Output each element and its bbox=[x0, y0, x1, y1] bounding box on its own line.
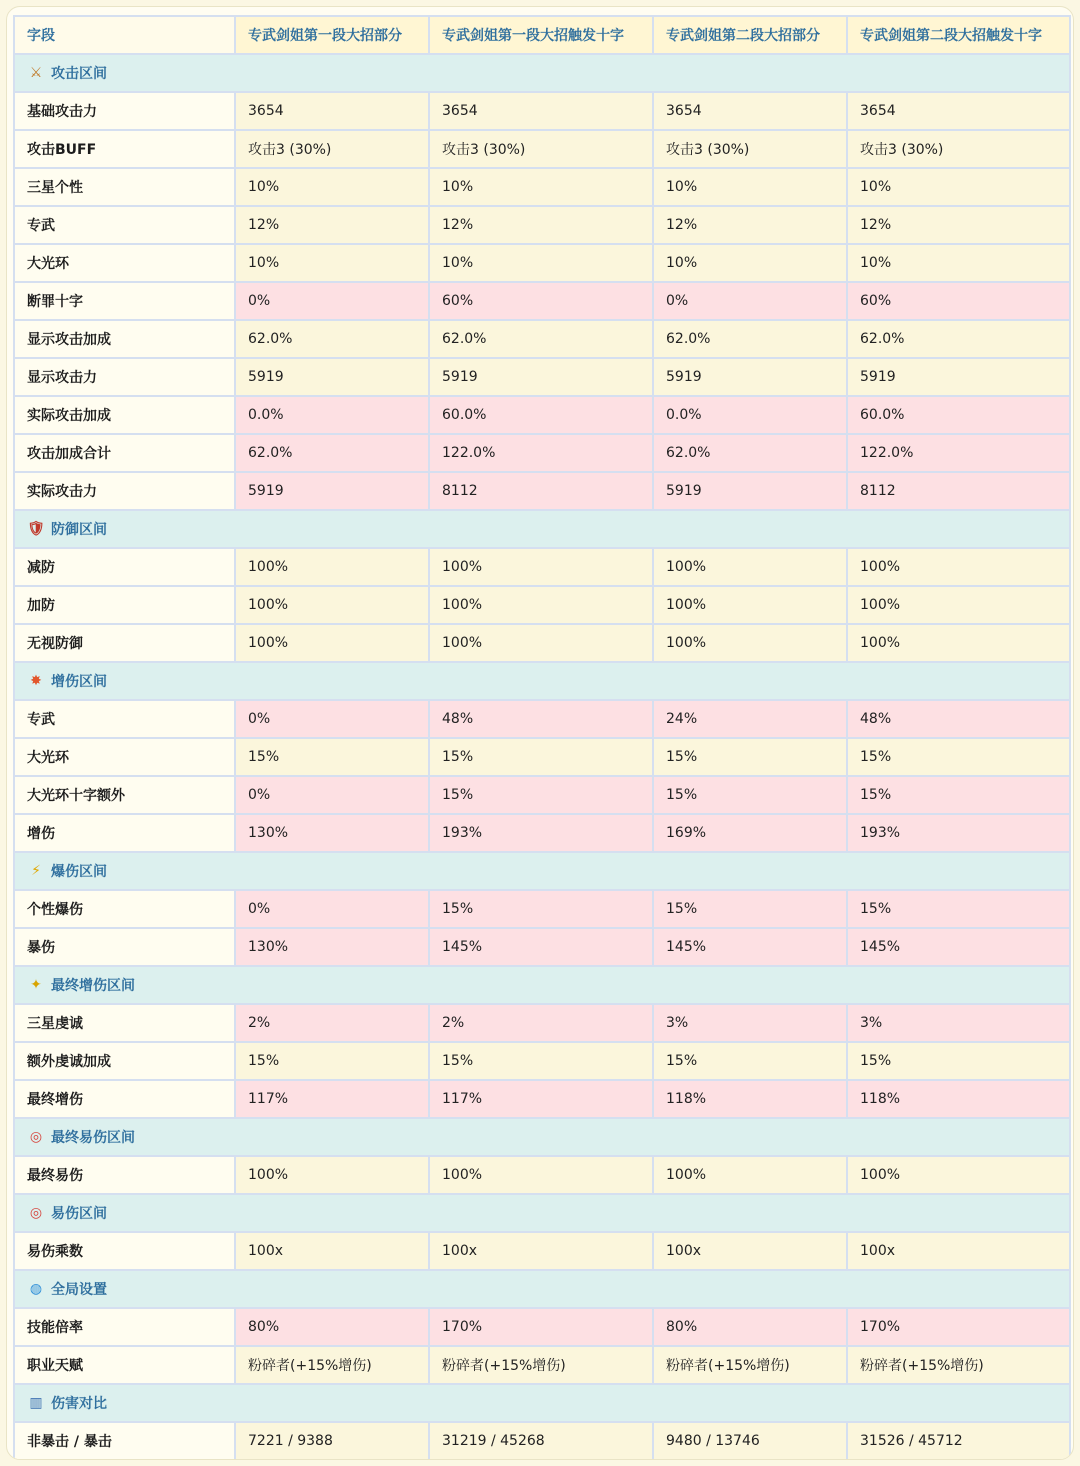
value-cell-1: 62.0% bbox=[235, 320, 429, 358]
value-cell-2: 2% bbox=[429, 1004, 653, 1042]
row-label: 显示攻击加成 bbox=[14, 320, 235, 358]
section-row bbox=[14, 852, 1070, 890]
value-cell-3: 169% bbox=[653, 814, 847, 852]
row-label: 最终易伤 bbox=[14, 1156, 235, 1194]
table-row bbox=[14, 320, 1070, 358]
value-cell-1: 2% bbox=[235, 1004, 429, 1042]
value-cell-2: 170% bbox=[429, 1308, 653, 1346]
table-row bbox=[14, 928, 1070, 966]
section-header bbox=[14, 966, 1070, 1004]
value-cell-3: 15% bbox=[653, 776, 847, 814]
row-label: 个性爆伤 bbox=[14, 890, 235, 928]
row-label: 额外虔诚加成 bbox=[14, 1042, 235, 1080]
value-cell-2: 10% bbox=[429, 168, 653, 206]
value-cell-4: 100% bbox=[847, 1156, 1070, 1194]
page-frame bbox=[6, 6, 1074, 1460]
value-cell-1: 10% bbox=[235, 168, 429, 206]
lightning-icon: ⚡ bbox=[31, 863, 41, 879]
value-cell-2: 60.0% bbox=[429, 396, 653, 434]
value-cell-3: 10% bbox=[653, 244, 847, 282]
table-row bbox=[14, 92, 1070, 130]
row-label: 三星虔诚 bbox=[14, 1004, 235, 1042]
value-cell-1: 62.0% bbox=[235, 434, 429, 472]
value-cell-3: 118% bbox=[653, 1080, 847, 1118]
section-header bbox=[14, 662, 1070, 700]
section-header bbox=[14, 1118, 1070, 1156]
value-cell-4: 170% bbox=[847, 1308, 1070, 1346]
value-cell-4: 118% bbox=[847, 1080, 1070, 1118]
value-cell-3: 0.0% bbox=[653, 396, 847, 434]
value-cell-2: 15% bbox=[429, 1042, 653, 1080]
value-cell-4: 48% bbox=[847, 700, 1070, 738]
value-cell-1: 130% bbox=[235, 814, 429, 852]
section-row bbox=[14, 1118, 1070, 1156]
header-col-4: 专武剑姐第二段大招触发十字 bbox=[847, 16, 1070, 54]
table-row bbox=[14, 1422, 1070, 1460]
row-label: 无视防御 bbox=[14, 624, 235, 662]
value-cell-3: 3654 bbox=[653, 92, 847, 130]
damage-comparison-table bbox=[13, 15, 1071, 1460]
value-cell-1: 130% bbox=[235, 928, 429, 966]
value-cell-1: 117% bbox=[235, 1080, 429, 1118]
globe-icon: ◍ bbox=[29, 1281, 43, 1297]
value-cell-4: 62.0% bbox=[847, 320, 1070, 358]
value-cell-2: 60% bbox=[429, 282, 653, 320]
value-cell-2: 145% bbox=[429, 928, 653, 966]
row-label: 职业天赋 bbox=[14, 1346, 235, 1384]
value-cell-4: 60% bbox=[847, 282, 1070, 320]
table-row bbox=[14, 1042, 1070, 1080]
value-cell-3: 100% bbox=[653, 586, 847, 624]
section-row bbox=[14, 1270, 1070, 1308]
row-label: 攻击加成合计 bbox=[14, 434, 235, 472]
section-row bbox=[14, 510, 1070, 548]
value-cell-1: 0% bbox=[235, 776, 429, 814]
value-cell-3: 10% bbox=[653, 168, 847, 206]
value-cell-3: 9480 / 13746 bbox=[653, 1422, 847, 1460]
section-row bbox=[14, 1194, 1070, 1232]
value-cell-2: 15% bbox=[429, 776, 653, 814]
crossed-swords-icon: ⚔ bbox=[29, 65, 43, 81]
value-cell-1: 3654 bbox=[235, 92, 429, 130]
row-label: 易伤乘数 bbox=[14, 1232, 235, 1270]
section-header bbox=[14, 54, 1070, 92]
value-cell-3: 15% bbox=[653, 738, 847, 776]
value-cell-4: 60.0% bbox=[847, 396, 1070, 434]
row-label: 基础攻击力 bbox=[14, 92, 235, 130]
value-cell-3: 100x bbox=[653, 1232, 847, 1270]
target-icon: ◎ bbox=[29, 1129, 43, 1145]
section-header bbox=[14, 510, 1070, 548]
value-cell-1: 12% bbox=[235, 206, 429, 244]
table-row bbox=[14, 548, 1070, 586]
row-label: 大光环 bbox=[14, 244, 235, 282]
value-cell-2: 48% bbox=[429, 700, 653, 738]
table-row bbox=[14, 624, 1070, 662]
table-row bbox=[14, 1346, 1070, 1384]
row-label: 减防 bbox=[14, 548, 235, 586]
value-cell-1: 5919 bbox=[235, 472, 429, 510]
value-cell-3: 100% bbox=[653, 548, 847, 586]
value-cell-4: 193% bbox=[847, 814, 1070, 852]
sparkles-icon: ✦ bbox=[30, 977, 42, 993]
section-row bbox=[14, 54, 1070, 92]
row-label: 三星个性 bbox=[14, 168, 235, 206]
row-label: 增伤 bbox=[14, 814, 235, 852]
table-row bbox=[14, 472, 1070, 510]
value-cell-1: 100% bbox=[235, 586, 429, 624]
row-label: 攻击BUFF bbox=[14, 130, 235, 168]
value-cell-2: 3654 bbox=[429, 92, 653, 130]
value-cell-3: 62.0% bbox=[653, 434, 847, 472]
value-cell-3: 攻击3 (30%) bbox=[653, 130, 847, 168]
value-cell-4: 10% bbox=[847, 244, 1070, 282]
value-cell-4: 15% bbox=[847, 890, 1070, 928]
section-title: 伤害对比 bbox=[51, 1396, 107, 1412]
value-cell-4: 100% bbox=[847, 624, 1070, 662]
row-label: 加防 bbox=[14, 586, 235, 624]
table-row bbox=[14, 700, 1070, 738]
table-row bbox=[14, 434, 1070, 472]
value-cell-2: 100% bbox=[429, 548, 653, 586]
table-row bbox=[14, 206, 1070, 244]
table-row bbox=[14, 1156, 1070, 1194]
value-cell-3: 24% bbox=[653, 700, 847, 738]
value-cell-1: 0% bbox=[235, 282, 429, 320]
value-cell-2: 10% bbox=[429, 244, 653, 282]
shield-icon: 🛡 bbox=[27, 521, 45, 537]
section-title: 易伤区间 bbox=[51, 1206, 107, 1222]
section-title: 增伤区间 bbox=[51, 674, 107, 690]
value-cell-1: 80% bbox=[235, 1308, 429, 1346]
table-row bbox=[14, 1080, 1070, 1118]
table-row bbox=[14, 1232, 1070, 1270]
section-row bbox=[14, 966, 1070, 1004]
value-cell-4: 100% bbox=[847, 548, 1070, 586]
header-row bbox=[14, 16, 1070, 54]
table-row bbox=[14, 396, 1070, 434]
section-row bbox=[14, 1384, 1070, 1422]
header-col-3: 专武剑姐第二段大招部分 bbox=[653, 16, 847, 54]
value-cell-3: 粉碎者(+15%增伤) bbox=[653, 1346, 847, 1384]
value-cell-2: 12% bbox=[429, 206, 653, 244]
value-cell-1: 100x bbox=[235, 1232, 429, 1270]
header-col-1: 专武剑姐第一段大招部分 bbox=[235, 16, 429, 54]
value-cell-2: 攻击3 (30%) bbox=[429, 130, 653, 168]
table-row bbox=[14, 890, 1070, 928]
table-row bbox=[14, 776, 1070, 814]
value-cell-4: 145% bbox=[847, 928, 1070, 966]
row-label: 显示攻击力 bbox=[14, 358, 235, 396]
value-cell-3: 5919 bbox=[653, 472, 847, 510]
row-label: 暴伤 bbox=[14, 928, 235, 966]
section-header bbox=[14, 1270, 1070, 1308]
table-row bbox=[14, 738, 1070, 776]
header-col-2: 专武剑姐第一段大招触发十字 bbox=[429, 16, 653, 54]
value-cell-3: 15% bbox=[653, 1042, 847, 1080]
row-label: 实际攻击力 bbox=[14, 472, 235, 510]
value-cell-4: 15% bbox=[847, 776, 1070, 814]
section-row bbox=[14, 662, 1070, 700]
section-title: 攻击区间 bbox=[51, 66, 107, 82]
value-cell-2: 62.0% bbox=[429, 320, 653, 358]
table-row bbox=[14, 168, 1070, 206]
value-cell-1: 100% bbox=[235, 1156, 429, 1194]
value-cell-2: 100% bbox=[429, 624, 653, 662]
table-row bbox=[14, 586, 1070, 624]
row-label: 大光环十字额外 bbox=[14, 776, 235, 814]
value-cell-3: 145% bbox=[653, 928, 847, 966]
value-cell-1: 100% bbox=[235, 548, 429, 586]
value-cell-4: 8112 bbox=[847, 472, 1070, 510]
value-cell-2: 8112 bbox=[429, 472, 653, 510]
target-icon: ◎ bbox=[29, 1205, 43, 1221]
row-label: 非暴击 / 暴击 bbox=[14, 1422, 235, 1460]
row-label: 大光环 bbox=[14, 738, 235, 776]
section-title: 最终增伤区间 bbox=[51, 978, 135, 994]
value-cell-2: 5919 bbox=[429, 358, 653, 396]
value-cell-3: 100% bbox=[653, 624, 847, 662]
value-cell-4: 3654 bbox=[847, 92, 1070, 130]
table-row bbox=[14, 1004, 1070, 1042]
table-row bbox=[14, 1308, 1070, 1346]
section-title: 防御区间 bbox=[51, 522, 107, 538]
value-cell-1: 0% bbox=[235, 700, 429, 738]
value-cell-4: 122.0% bbox=[847, 434, 1070, 472]
table-row bbox=[14, 814, 1070, 852]
value-cell-4: 100x bbox=[847, 1232, 1070, 1270]
value-cell-2: 15% bbox=[429, 738, 653, 776]
value-cell-4: 15% bbox=[847, 738, 1070, 776]
section-header bbox=[14, 852, 1070, 890]
value-cell-1: 攻击3 (30%) bbox=[235, 130, 429, 168]
value-cell-3: 62.0% bbox=[653, 320, 847, 358]
value-cell-4: 100% bbox=[847, 586, 1070, 624]
value-cell-3: 3% bbox=[653, 1004, 847, 1042]
value-cell-2: 粉碎者(+15%增伤) bbox=[429, 1346, 653, 1384]
value-cell-4: 5919 bbox=[847, 358, 1070, 396]
section-title: 最终易伤区间 bbox=[51, 1130, 135, 1146]
value-cell-2: 100% bbox=[429, 586, 653, 624]
value-cell-3: 15% bbox=[653, 890, 847, 928]
value-cell-1: 10% bbox=[235, 244, 429, 282]
value-cell-2: 100x bbox=[429, 1232, 653, 1270]
value-cell-4: 12% bbox=[847, 206, 1070, 244]
value-cell-1: 0% bbox=[235, 890, 429, 928]
value-cell-2: 15% bbox=[429, 890, 653, 928]
table-row bbox=[14, 358, 1070, 396]
value-cell-3: 12% bbox=[653, 206, 847, 244]
value-cell-2: 31219 / 45268 bbox=[429, 1422, 653, 1460]
section-header bbox=[14, 1384, 1070, 1422]
row-label: 断罪十字 bbox=[14, 282, 235, 320]
value-cell-1: 粉碎者(+15%增伤) bbox=[235, 1346, 429, 1384]
section-title: 全局设置 bbox=[51, 1282, 107, 1298]
table-row bbox=[14, 130, 1070, 168]
value-cell-3: 5919 bbox=[653, 358, 847, 396]
value-cell-1: 5919 bbox=[235, 358, 429, 396]
value-cell-2: 122.0% bbox=[429, 434, 653, 472]
value-cell-2: 100% bbox=[429, 1156, 653, 1194]
section-title: 爆伤区间 bbox=[51, 864, 107, 880]
header-field: 字段 bbox=[14, 16, 235, 54]
value-cell-3: 0% bbox=[653, 282, 847, 320]
explosion-icon: ✸ bbox=[30, 673, 42, 689]
value-cell-1: 0.0% bbox=[235, 396, 429, 434]
value-cell-4: 粉碎者(+15%增伤) bbox=[847, 1346, 1070, 1384]
value-cell-1: 100% bbox=[235, 624, 429, 662]
row-label: 最终增伤 bbox=[14, 1080, 235, 1118]
value-cell-3: 100% bbox=[653, 1156, 847, 1194]
table-row bbox=[14, 244, 1070, 282]
value-cell-1: 15% bbox=[235, 738, 429, 776]
table-row bbox=[14, 282, 1070, 320]
value-cell-3: 80% bbox=[653, 1308, 847, 1346]
section-header bbox=[14, 1194, 1070, 1232]
value-cell-2: 193% bbox=[429, 814, 653, 852]
row-label: 专武 bbox=[14, 700, 235, 738]
value-cell-2: 117% bbox=[429, 1080, 653, 1118]
row-label: 专武 bbox=[14, 206, 235, 244]
value-cell-1: 7221 / 9388 bbox=[235, 1422, 429, 1460]
value-cell-4: 3% bbox=[847, 1004, 1070, 1042]
value-cell-4: 攻击3 (30%) bbox=[847, 130, 1070, 168]
row-label: 技能倍率 bbox=[14, 1308, 235, 1346]
row-label: 实际攻击加成 bbox=[14, 396, 235, 434]
value-cell-4: 10% bbox=[847, 168, 1070, 206]
value-cell-4: 31526 / 45712 bbox=[847, 1422, 1070, 1460]
value-cell-1: 15% bbox=[235, 1042, 429, 1080]
value-cell-4: 15% bbox=[847, 1042, 1070, 1080]
bar-chart-icon: ▥ bbox=[29, 1395, 43, 1411]
